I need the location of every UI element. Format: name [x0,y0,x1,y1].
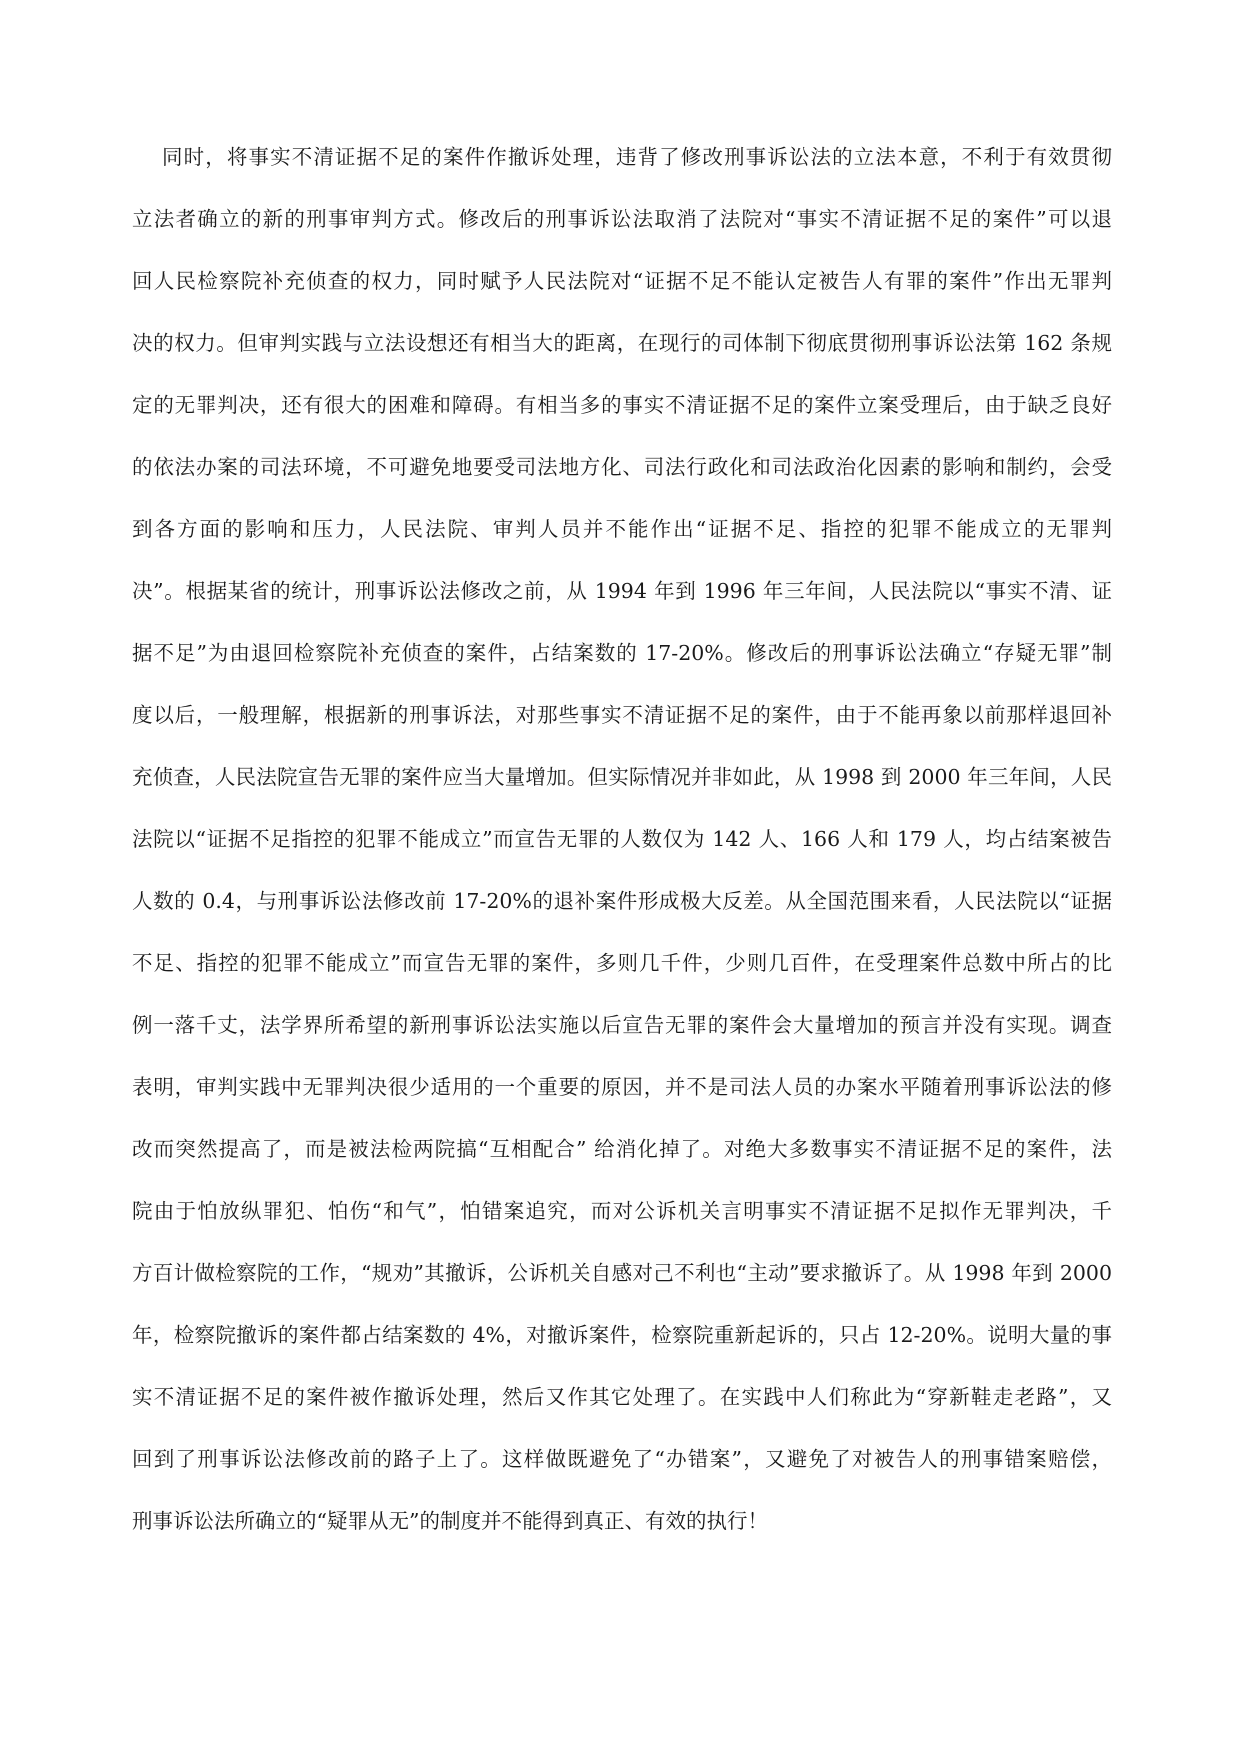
paragraph-line: 实不清证据不足的案件被作撤诉处理，然后又作其它处理了。在实践中人们称此为“穿新鞋走老路”，又 [132,1385,1112,1409]
paragraph-line: 人数的 0.4，与刑事诉讼法修改前 17-20%的退补案件形成极大反差。从全国范围来看，人民法院以“证据 [132,889,1112,913]
body-paragraph [132,137,1112,1563]
paragraph-line: 院由于怕放纵罪犯、怕伤“和气”，怕错案追究，而对公诉机关言明事实不清证据不足拟作无罪判决，千 [132,1199,1112,1223]
paragraph-line: 到各方面的影响和压力，人民法院、审判人员并不能作出“证据不足、指控的犯罪不能成立的无罪判 [132,517,1112,541]
paragraph-line: 例一落千丈，法学界所希望的新刑事诉讼法实施以后宣告无罪的案件会大量增加的预言并没有实现。调查 [132,1013,1112,1037]
paragraph-line: 表明，审判实践中无罪判决很少适用的一个重要的原因，并不是司法人员的办案水平随着刑事诉讼法的修 [132,1075,1112,1099]
paragraph-line: 据不足”为由退回检察院补充侦查的案件，占结案数的 17-20%。修改后的刑事诉讼法确立“存疑无罪”制 [132,641,1112,665]
paragraph-line: 决”。根据某省的统计，刑事诉讼法修改之前，从 1994 年到 1996 年三年间，人民法院以“事实不清、证 [132,579,1112,603]
paragraph-line: 回人民检察院补充侦查的权力，同时赋予人民法院对“证据不足不能认定被告人有罪的案件”作出无罪判 [132,269,1112,293]
paragraph-line: 回到了刑事诉讼法修改前的路子上了。这样做既避免了“办错案”，又避免了对被告人的刑事错案赔偿， [132,1447,1112,1471]
paragraph-line: 法院以“证据不足指控的犯罪不能成立”而宣告无罪的人数仅为 142 人、166 人和 179 人，均占结案被告 [132,827,1112,851]
paragraph-line: 的依法办案的司法环境，不可避免地要受司法地方化、司法行政化和司法政治化因素的影响和制约，会受 [132,455,1112,479]
paragraph-line: 不足、指控的犯罪不能成立”而宣告无罪的案件，多则几千件，少则几百件，在受理案件总数中所占的比 [132,951,1112,975]
paragraph-line: 立法者确立的新的刑事审判方式。修改后的刑事诉讼法取消了法院对“事实不清证据不足的案件”可以退 [132,207,1112,231]
paragraph-line: 充侦查，人民法院宣告无罪的案件应当大量增加。但实际情况并非如此，从 1998 到 2000 年三年间，人民 [132,765,1112,789]
paragraph-line: 年，检察院撤诉的案件都占结案数的 4%，对撤诉案件，检察院重新起诉的，只占 12-20%。说明大量的事 [132,1323,1112,1347]
paragraph-line: 方百计做检察院的工作，“规劝”其撤诉，公诉机关自感对己不利也“主动”要求撤诉了。从 1998 年到 2000 [132,1261,1112,1285]
paragraph-line: 定的无罪判决，还有很大的困难和障碍。有相当多的事实不清证据不足的案件立案受理后，由于缺乏良好 [132,393,1112,417]
paragraph-line: 改而突然提高了，而是被法检两院搞“互相配合” 给消化掉了。对绝大多数事实不清证据不足的案件，法 [132,1137,1112,1161]
paragraph-line: 决的权力。但审判实践与立法设想还有相当大的距离，在现行的司体制下彻底贯彻刑事诉讼法第 162 条规 [132,331,1112,355]
paragraph-line: 同时，将事实不清证据不足的案件作撤诉处理，违背了修改刑事诉讼法的立法本意，不利于有效贯彻 [162,145,1112,169]
paragraph-line: 度以后，一般理解，根据新的刑事诉法，对那些事实不清证据不足的案件，由于不能再象以前那样退回补 [132,703,1112,727]
paragraph-line: 刑事诉讼法所确立的“疑罪从无”的制度并不能得到真正、有效的执行！ [132,1509,768,1533]
